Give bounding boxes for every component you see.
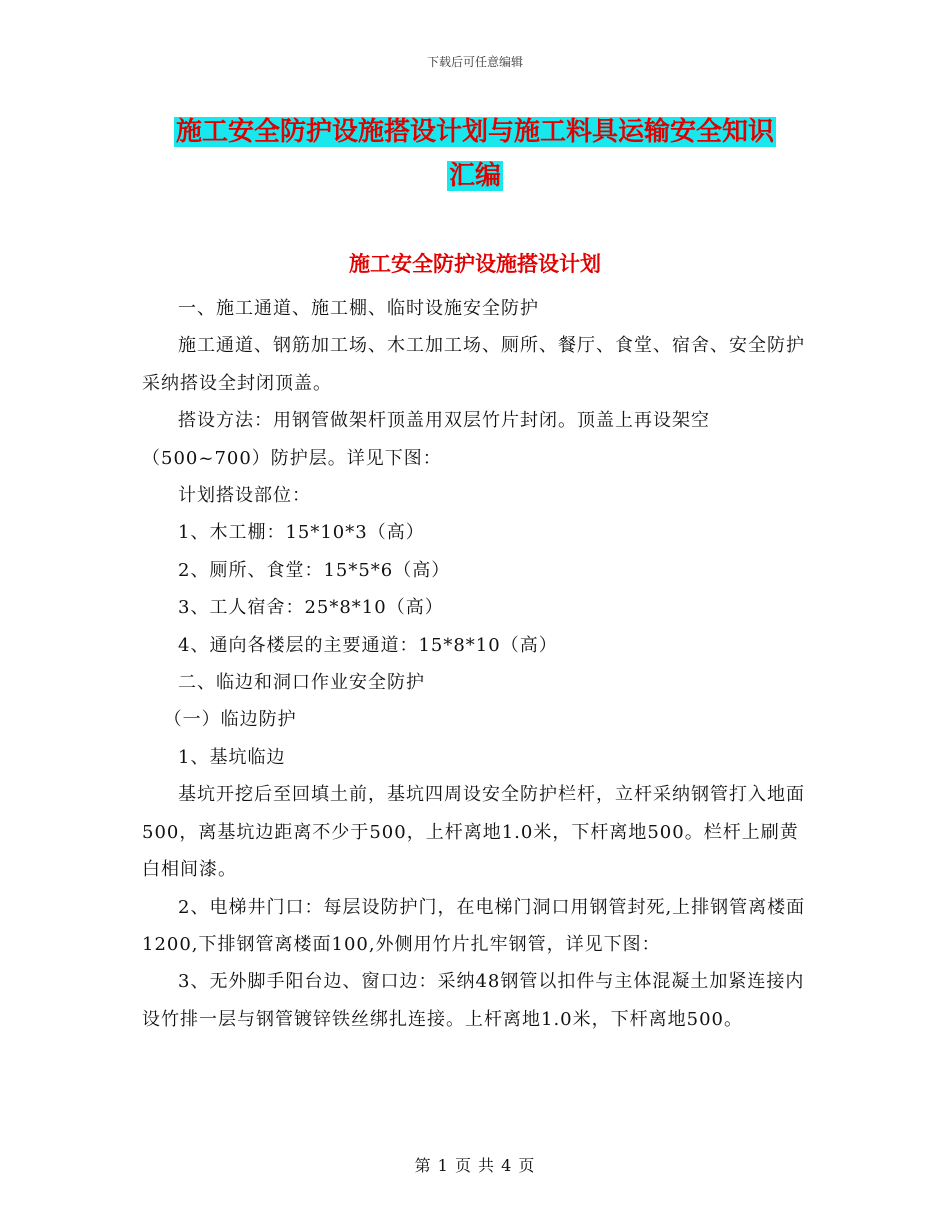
section-title: 施工安全防护设施搭设计划: [349, 252, 601, 276]
paragraph: 搭设方法：用钢管做架杆顶盖用双层竹片封闭。顶盖上再设架空（500~700）防护层。详见下图：: [142, 410, 710, 469]
document-title: [140, 110, 810, 198]
title-line-1: 施工安全防护设施搭设计划与施工料具运输安全知识: [175, 117, 774, 147]
subheading: 1、基坑临边: [178, 746, 286, 768]
list-item: 3、工人宿舍：25*8*10（高）: [178, 597, 444, 619]
list-item: 1、木工棚：15*10*3（高）: [178, 522, 425, 544]
title-line-2: 汇编: [448, 161, 501, 191]
heading-1: 一、施工通道、施工棚、临时设施安全防护: [178, 298, 539, 319]
list-item: 2、厕所、食堂：15*5*6（高）: [178, 559, 451, 581]
paragraph: 计划搭设部位：: [178, 485, 311, 507]
subheading: （一）临边防护: [163, 709, 297, 731]
heading-2: 二、临边和洞口作业安全防护: [178, 672, 425, 694]
paragraph: 3、无外脚手阳台边、窗口边：采纳48钢管以扣件与主体混凝土加紧连接内设竹排一层与钢管镀锌铁丝绑扎连接。上杆离地1.0米，下杆离地500。: [142, 971, 805, 1030]
paragraph: 施工通道、钢筋加工场、木工加工场、厕所、餐厅、食堂、宿舍、安全防护采纳搭设全封闭顶盖。: [142, 335, 805, 394]
document-body: [142, 290, 806, 1038]
list-item: 4、通向各楼层的主要通道：15*8*10（高）: [178, 634, 558, 656]
paragraph: 基坑开挖后至回填土前，基坑四周设安全防护栏杆，立杆采纳钢管打入地面500，离基坑边距离不少于500，上杆离地1.0米，下杆离地500。栏杆上刷黄白相间漆。: [142, 784, 805, 881]
page-footer: 第 1 页 共 4 页: [414, 1156, 536, 1175]
paragraph: 2、电梯井门口：每层设防护门，在电梯门洞口用钢管封死,上排钢管离楼面1200,下排钢管离楼面100,外侧用竹片扎牢钢管，详见下图：: [142, 896, 806, 955]
header-note: 下载后可任意编辑: [426, 55, 523, 69]
